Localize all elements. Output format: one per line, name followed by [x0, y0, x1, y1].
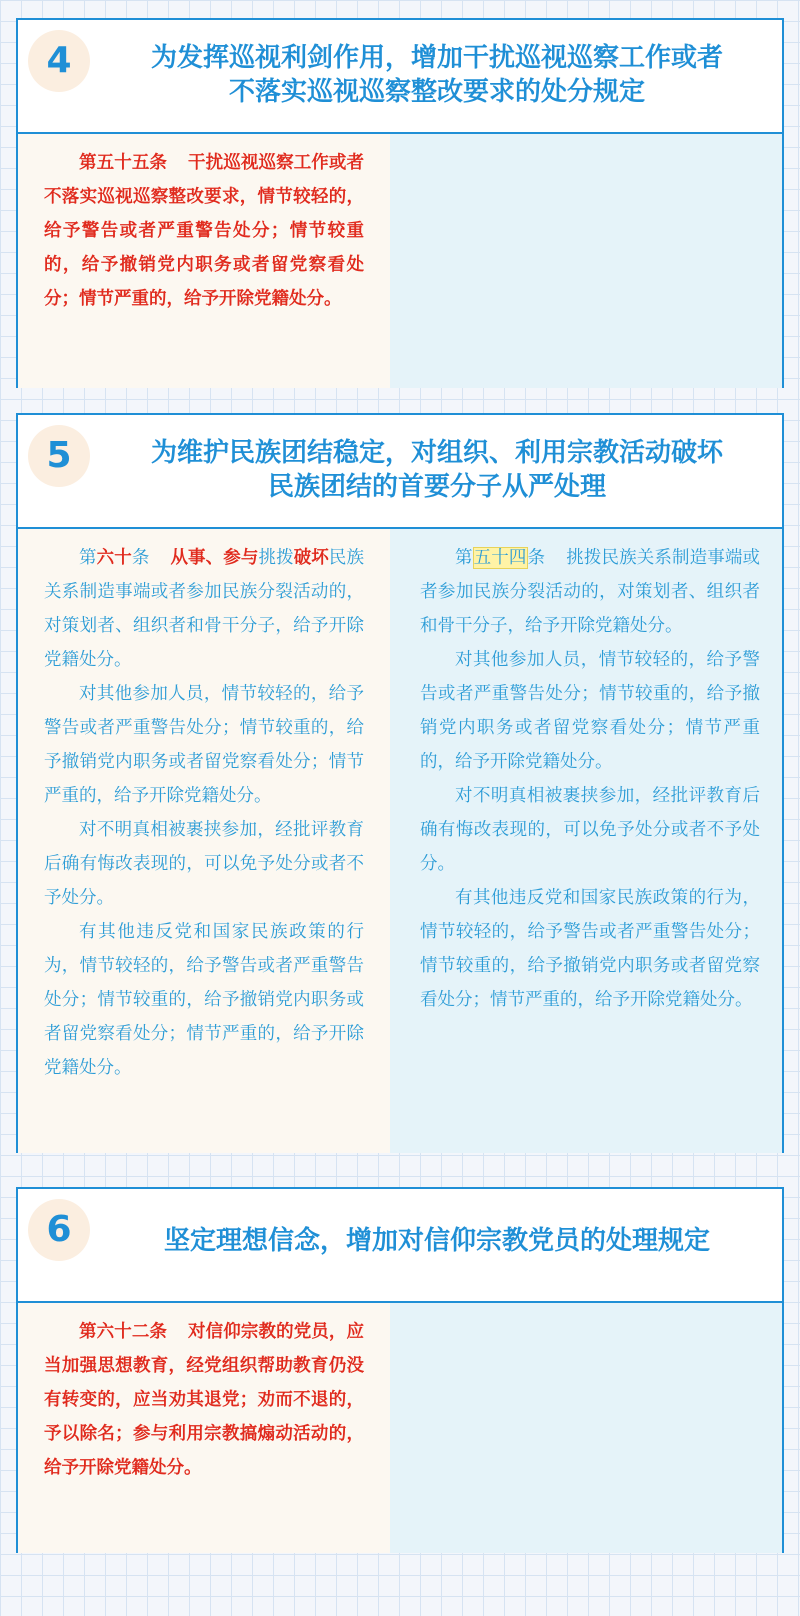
paragraph-text: 民族关系制造事端或者参加民族分裂活动的，对策划者、组织者和骨干分子，给予开除党籍处分。	[44, 548, 365, 670]
keyword-added: 从事、参与	[170, 548, 259, 568]
section-number-badge: 4	[28, 30, 90, 92]
section-4-header	[18, 20, 782, 134]
section-title-line1: 为维护民族团结稳定，对组织、利用宗教活动破坏	[150, 438, 723, 468]
article-paragraph	[44, 1315, 364, 1485]
left-column	[18, 1303, 390, 1553]
article-suffix: 条	[131, 548, 150, 568]
section-4	[16, 18, 784, 388]
article-paragraph-4: 有其他违反党和国家民族政策的行为，情节较轻的，给予警告或者严重警告处分；情节较重的，给予撤销党内职务或者留党察看处分；情节严重的，给予开除党籍处分。	[44, 922, 364, 1078]
section-6-columns	[18, 1303, 782, 1553]
article-paragraph	[44, 146, 364, 316]
section-number-badge: 5	[28, 425, 90, 487]
article-number: 第五十五条	[79, 153, 168, 173]
article-prefix: 第	[79, 548, 97, 568]
article-paragraph-3: 对不明真相被裹挟参加，经批评教育后确有悔改表现的，可以免予处分或者不予处分。	[44, 820, 364, 908]
right-column	[390, 1303, 782, 1553]
left-column	[18, 134, 390, 388]
article-text: 干扰巡视巡察工作或者不落实巡视巡察整改要求，情节较轻的，给予警告或者严重警告处分；情节较重的，给予撤销党内职务或者留党察看处分；情节严重的，给予开除党籍处分。	[44, 153, 365, 309]
section-title-line2: 民族团结的首要分子从严处理	[267, 472, 606, 502]
section-5	[16, 413, 784, 1153]
article-paragraph-1	[420, 541, 760, 643]
paragraph-text: 挑拨民族关系制造事端或者参加民族分裂活动的，对策划者、组织者和骨干分子，给予开除党籍处分。	[420, 548, 761, 636]
left-column	[18, 529, 390, 1153]
article-number: 第六十二条	[79, 1322, 168, 1342]
article-number-highlight: 五十四	[473, 548, 527, 568]
section-6	[16, 1187, 784, 1553]
article-paragraph-1	[44, 541, 364, 677]
article-text: 对信仰宗教的党员，应当加强思想教育，经党组织帮助教育仍没有转变的，应当劝其退党；劝而不退的，予以除名；参与利用宗教搞煽动活动的，给予开除党籍处分。	[44, 1322, 365, 1478]
article-suffix: 条	[527, 548, 546, 568]
section-6-header	[18, 1189, 782, 1303]
section-5-header	[18, 415, 782, 529]
article-paragraph-2: 对其他参加人员，情节较轻的，给予警告或者严重警告处分；情节较重的，给予撤销党内职务或者留党察看处分；情节严重的，给予开除党籍处分。	[420, 650, 760, 772]
section-4-columns	[18, 134, 782, 388]
section-title-line2: 不落实巡视巡察整改要求的处分规定	[228, 77, 645, 107]
section-title-line1: 为发挥巡视利剑作用，增加干扰巡视巡察工作或者	[150, 43, 723, 73]
right-column	[390, 134, 782, 388]
article-paragraph-3: 对不明真相被裹挟参加，经批评教育后确有悔改表现的，可以免予处分或者不予处分。	[420, 786, 760, 874]
article-paragraph-4: 有其他违反党和国家民族政策的行为，情节较轻的，给予警告或者严重警告处分；情节较重的，给予撤销党内职务或者留党察看处分；情节严重的，给予开除党籍处分。	[420, 888, 760, 1010]
section-number-badge: 6	[28, 1199, 90, 1261]
keyword-added-2: 破坏	[293, 548, 329, 568]
section-title: 坚定理想信念，增加对信仰宗教党员的处理规定	[163, 1226, 710, 1256]
section-5-columns	[18, 529, 782, 1153]
article-prefix: 第	[455, 548, 473, 568]
article-number: 六十	[96, 548, 132, 568]
right-column	[390, 529, 782, 1153]
keyword: 挑拨	[258, 548, 294, 568]
article-paragraph-2: 对其他参加人员，情节较轻的，给予警告或者严重警告处分；情节较重的，给予撤销党内职务或者留党察看处分；情节严重的，给予开除党籍处分。	[44, 684, 364, 806]
